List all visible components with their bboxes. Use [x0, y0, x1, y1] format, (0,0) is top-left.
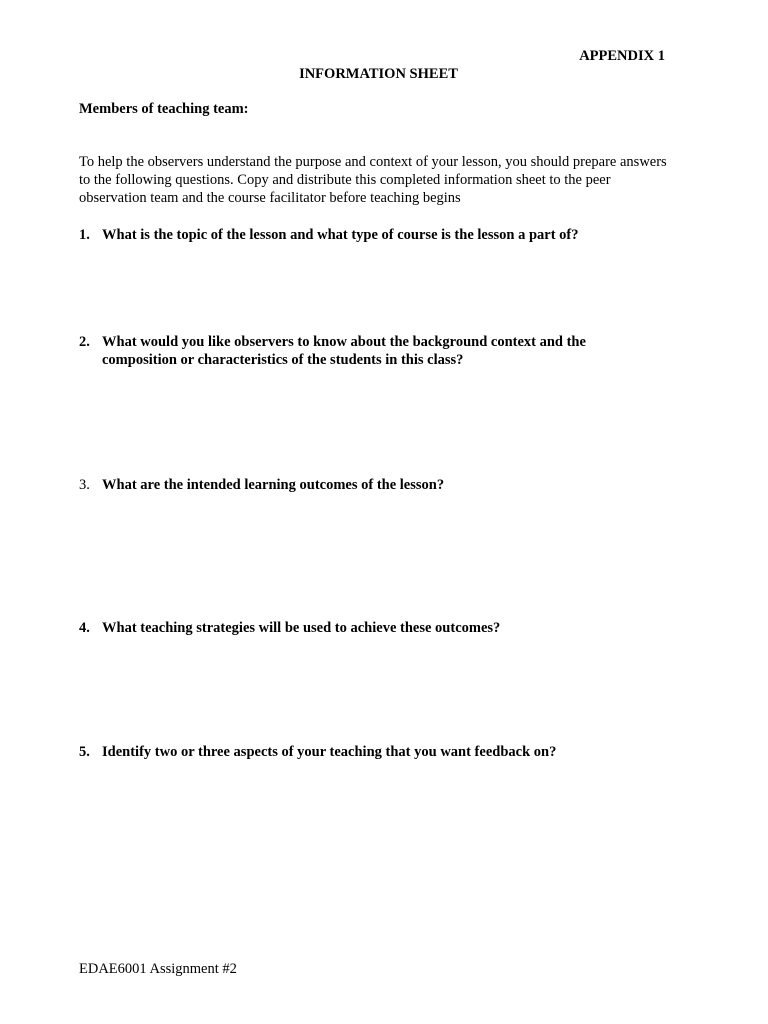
question-number: 2.: [79, 334, 90, 350]
question-5: [79, 743, 639, 761]
question-4: [79, 619, 639, 637]
answer-area-3[interactable]: [79, 500, 669, 615]
members-label: Members of teaching team:: [79, 101, 249, 117]
intro-paragraph: To help the observers understand the purpose and context of your lesson, you should prepare answers to the following questions. Copy and distribute this completed information sheet to the peer observation team and the course facilitator before teaching begins: [79, 154, 667, 206]
question-3: [79, 476, 639, 494]
question-number: 5.: [79, 744, 90, 760]
question-number: 3.: [79, 477, 90, 493]
answer-area-5[interactable]: [79, 767, 669, 947]
question-text: What is the topic of the lesson and what type of course is the lesson a part of?: [102, 227, 579, 243]
answer-area-2[interactable]: [79, 375, 669, 475]
question-number: 1.: [79, 227, 90, 243]
question-1: [79, 226, 639, 244]
question-text: What teaching strategies will be used to achieve these outcomes?: [102, 620, 501, 636]
question-number: 4.: [79, 620, 90, 636]
question-text: What would you like observers to know about the background context and the composition or characteristics of the students in this class?: [102, 334, 586, 368]
question-text: Identify two or three aspects of your teaching that you want feedback on?: [102, 744, 557, 760]
document-title: INFORMATION SHEET: [299, 66, 458, 82]
question-2: [79, 333, 624, 369]
question-text: What are the intended learning outcomes of the lesson?: [102, 477, 445, 493]
answer-area-4[interactable]: [79, 643, 669, 738]
answer-area-1[interactable]: [79, 250, 669, 330]
footer-text: EDAE6001 Assignment #2: [79, 961, 237, 977]
appendix-label: APPENDIX 1: [579, 48, 665, 64]
